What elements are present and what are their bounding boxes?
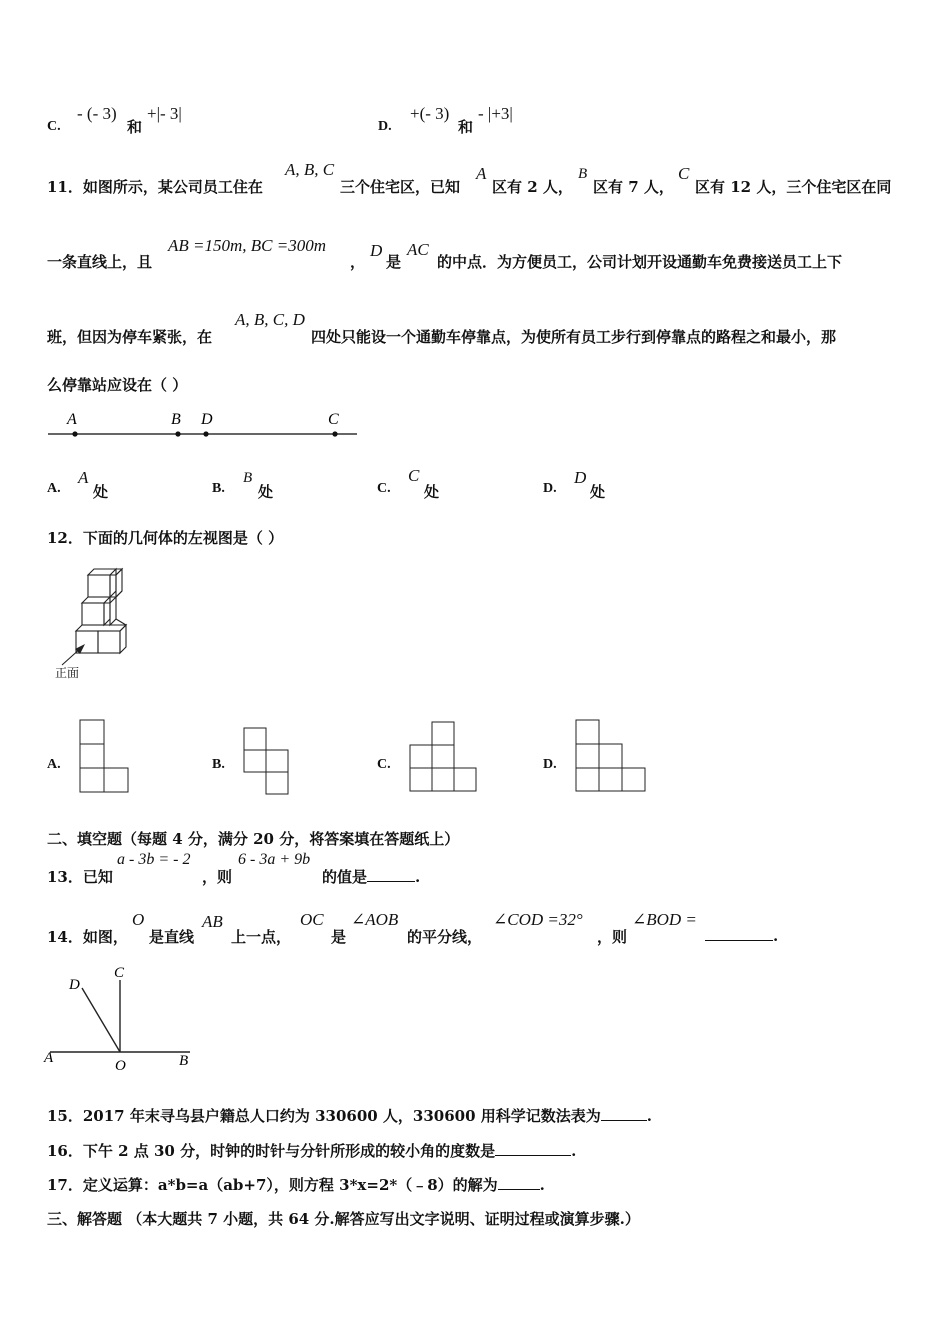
fig-label-a: A <box>67 411 77 428</box>
fig-label-c: C <box>328 411 339 428</box>
q12-option-d-view <box>575 719 647 793</box>
q11-option-d-label: D. <box>543 481 557 496</box>
point-d <box>203 431 208 436</box>
q14-math-oc: OC <box>300 910 324 929</box>
q14-math-o: O <box>132 910 145 929</box>
q13-text: ，则 <box>202 868 233 886</box>
q11-option-a-label: A. <box>47 481 61 496</box>
q11-math-d: D <box>370 241 383 260</box>
q11-math-b: B <box>578 166 588 182</box>
option-label: D. <box>378 119 392 134</box>
q12-front-label: 正面 <box>55 666 80 680</box>
q11-text: 的中点．为方便员工，公司计划开设通勤车免费接送员工上下 <box>437 253 843 271</box>
q11-line-figure <box>45 405 365 445</box>
q14-text: 是 <box>331 928 347 946</box>
q11-option-c-var: C <box>408 466 420 485</box>
section-3-heading: 三、解答题 （本大题共 7 小题，共 64 分.解答应写出文字说明、证明过程或演算步骤.） <box>47 1210 640 1228</box>
q11-math-ab-bc: AB =150m, BC =300m <box>168 236 326 255</box>
period: . <box>415 868 421 886</box>
q11-option-a-suffix: 处 <box>93 483 109 501</box>
q13-math-2: 6 - 3a + 9b <box>238 851 311 868</box>
label-d: D <box>69 977 80 993</box>
q12-stem: 12．下面的几何体的左视图是（ ） <box>47 529 284 547</box>
fig-label-d: D <box>201 411 213 428</box>
q11-option-a-var: A <box>78 468 89 487</box>
label-b: B <box>179 1053 189 1069</box>
label-c: C <box>114 965 125 981</box>
q11-text: 三个住宅区，已知 <box>340 178 461 196</box>
q11-line1 <box>47 176 263 197</box>
q11-math-c: C <box>678 164 690 183</box>
question-number: 11． <box>47 178 83 196</box>
q17-text: 17．定义运算：a*b=a（ab+7），则方程 3*x=2*（﹣8）的解为 <box>47 1176 498 1194</box>
q13-end-text: 的值是 <box>322 868 368 886</box>
q15-answer-blank[interactable] <box>601 1106 647 1121</box>
section-2-heading: 二、填空题（每题 4 分，满分 20 分，将答案填在答题纸上） <box>47 830 460 848</box>
ray-od <box>82 988 120 1052</box>
q11-option-b-var: B <box>243 470 253 486</box>
q12-option-a-view <box>79 719 131 794</box>
period: . <box>571 1142 577 1160</box>
q14-math-bod: ∠BOD = <box>632 910 697 929</box>
q14-math-aob: ∠AOB <box>351 910 399 929</box>
q16-text: 16．下午 2 点 30 分，时钟的时针与分针所形成的较小角的度数是 <box>47 1142 496 1160</box>
point-a <box>72 431 77 436</box>
option-label: C. <box>47 119 61 134</box>
q10-option-d <box>378 115 392 135</box>
q10-c-expression-2: +|- 3| <box>147 104 182 123</box>
q10-option-c <box>47 115 61 135</box>
q14-angle-figure <box>42 962 202 1077</box>
q11-text: 四处只能设一个通勤车停靠点，为使所有员工步行到停靠点的路程之和最小，那 <box>311 328 837 346</box>
q11-text: 如图所示，某公司员工住在 <box>82 178 263 196</box>
q17-answer-blank[interactable] <box>498 1175 540 1190</box>
q12-option-b-view <box>243 727 291 795</box>
q12-option-a-label: A. <box>47 757 61 772</box>
q15-text: 15．2017 年末寻乌县户籍总人口约为 330600 人，330600 用科学记数法表为 <box>47 1107 601 1125</box>
q11-option-b-label: B. <box>212 481 225 496</box>
q13-number: 13．已知 <box>47 868 113 886</box>
q14-answer <box>705 926 778 945</box>
q11-text: 区有 12 人，三个住宅区在同 <box>695 178 892 196</box>
q12-option-b-label: B. <box>212 757 225 772</box>
q11-math-abc: A, B, C <box>285 160 335 179</box>
q14-number: 14．如图， <box>47 928 128 946</box>
q10-d-and: 和 <box>458 118 474 136</box>
q10-d-expression-1: +(- 3) <box>410 104 450 123</box>
q11-option-d-suffix: 处 <box>590 483 606 501</box>
q11-option-c-suffix: 处 <box>424 483 440 501</box>
q12-option-c-view <box>409 721 479 793</box>
fig-label-b: B <box>171 411 181 428</box>
q14-text: 是直线 <box>149 928 195 946</box>
period: . <box>646 1107 652 1125</box>
q16-answer-blank[interactable] <box>495 1141 571 1156</box>
q11-math-a: A <box>476 164 487 183</box>
label-a: A <box>44 1050 54 1066</box>
q14-text: 的平分线， <box>407 928 483 946</box>
q11-option-b-suffix: 处 <box>258 483 274 501</box>
q13-math-1: a - 3b = - 2 <box>117 851 191 868</box>
q11-option-c-label: C. <box>377 481 391 496</box>
point-c <box>332 431 337 436</box>
q17 <box>47 1174 545 1195</box>
q16 <box>47 1140 576 1161</box>
q11-option-d-var: D <box>574 468 587 487</box>
q11-text: 区有 2 人， <box>492 178 573 196</box>
q14-answer-blank[interactable] <box>705 926 773 941</box>
q11-line2: 一条直线上，且 <box>47 253 153 271</box>
q11-math-ac: AC <box>407 240 429 259</box>
q15 <box>47 1105 652 1126</box>
period: . <box>539 1176 545 1194</box>
q14-text: 上一点， <box>231 928 292 946</box>
q11-text: 是 <box>386 253 402 271</box>
q11-text: 区有 7 人， <box>593 178 674 196</box>
q10-c-expression-1: - (- 3) <box>77 104 117 123</box>
q11-line4: 么停靠站应设在（ ） <box>47 376 188 394</box>
q12-option-c-label: C. <box>377 757 391 772</box>
q10-d-expression-2: - |+3| <box>478 104 513 123</box>
q14-text: ，则 <box>597 928 628 946</box>
q14-math-cod: ∠COD =32° <box>493 910 583 929</box>
label-o: O <box>115 1058 126 1074</box>
q10-c-and: 和 <box>127 118 143 136</box>
period: . <box>773 927 779 945</box>
q11-math-abcd: A, B, C, D <box>235 310 305 329</box>
q12-option-d-label: D. <box>543 757 557 772</box>
q13-text-end <box>322 866 420 887</box>
q14-math-ab: AB <box>202 912 223 931</box>
q11-text: ， <box>350 253 366 271</box>
q13-answer-blank[interactable] <box>367 867 415 882</box>
q11-line3: 班，但因为停车紧张，在 <box>47 328 213 346</box>
point-b <box>175 431 180 436</box>
